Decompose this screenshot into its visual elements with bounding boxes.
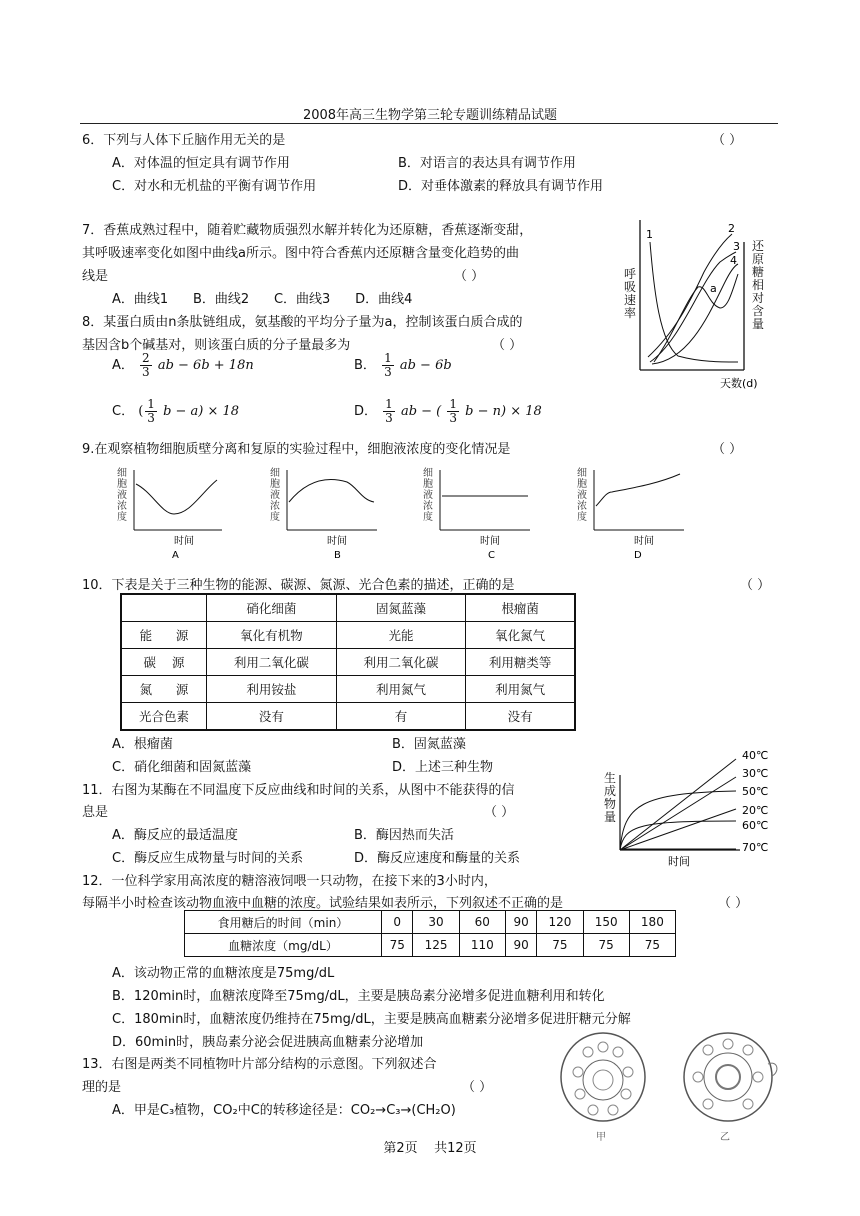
- q8-option-a-label: A．: [112, 358, 134, 373]
- page-header: 2008年高三生物学第三轮专题训练精品试题: [302, 108, 558, 123]
- leaf-section-jia: [561, 1033, 645, 1121]
- q12-cell: 90: [505, 911, 536, 934]
- q10-header-row: [121, 594, 575, 622]
- q11-line2: 息是: [82, 805, 109, 820]
- q7-curve-label-4: 4: [730, 254, 737, 267]
- q8-option-c-expr: b − a) × 18: [163, 404, 240, 419]
- q7-bracket: （ ）: [454, 269, 485, 284]
- q8-option-a-expr: ab − 6b + 18n: [157, 358, 254, 373]
- q8-option-a-fraction: [140, 352, 152, 379]
- q8-option-c-fraction: [145, 398, 157, 425]
- q9-label-d: D: [634, 550, 642, 561]
- q13-line1: 13．右图是两类不同植物叶片部分结构的示意图。下列叙述合: [82, 1057, 437, 1072]
- q8-option-a: [112, 352, 254, 379]
- q10-cell: 没有: [466, 703, 575, 731]
- q8-option-d-expr2: b − n) × 18: [465, 404, 542, 419]
- q12-cell: 110: [459, 934, 505, 957]
- q10-stem: 10．下表是关于三种生物的能源、碳源、氮源、光合色素的描述，正确的是: [82, 578, 515, 593]
- q8-option-c: C． ( $\frac{1}{3}$ b − a) × 18: [112, 397, 240, 425]
- q12-option-a: A．该动物正常的血糖浓度是75mg/dL: [112, 966, 335, 981]
- q12-table: [184, 910, 676, 957]
- q9-graph-a: [134, 470, 222, 530]
- q11-line-60: [620, 821, 736, 850]
- q11-line-40: [620, 759, 736, 850]
- q8-option-d-numerator2: 1: [449, 397, 458, 411]
- q12-line2: 每隔半小时检查该动物血液中血糖的浓度。试验结果如表所示，下列叙述不正确的是: [82, 896, 564, 911]
- header-rule: [80, 123, 778, 124]
- q8-option-c-numerator: 1: [147, 397, 155, 411]
- q12-cell: 75: [583, 934, 629, 957]
- q11-temp-20: 20℃: [742, 804, 769, 817]
- q10-cell: 碳 源: [121, 649, 207, 676]
- q12-option-c: C．180min时，血糖浓度仍维持在75mg/dL，主要是胰高血糖素分泌增多促进肝糖元分解: [112, 1012, 631, 1027]
- q10-cell: 利用糖类等: [466, 649, 575, 676]
- q13-figure: [548, 1022, 788, 1146]
- q11-option-c: C．酶反应生成物量与时间的关系: [112, 851, 304, 866]
- q11-option-a: A．酶反应的最适温度: [112, 828, 238, 843]
- q8-option-c-label: C．: [112, 404, 135, 419]
- q13-bracket: （ ）: [462, 1080, 493, 1095]
- q11-figure: [600, 745, 780, 870]
- q7-line1: 7．香蕉成熟过程中，随着贮藏物质强烈水解并转化为还原糖，香蕉逐渐变甜，: [82, 223, 533, 238]
- q8-option-a-denominator: 3: [142, 365, 150, 379]
- q11-temp-30: 30℃: [742, 767, 769, 780]
- q12-cell: 食用糖后的时间（min）: [185, 911, 382, 934]
- q12-line1: 12．一位科学家用高浓度的糖溶液饲喂一只动物，在接下来的3小时内，: [82, 874, 497, 889]
- q10-cell: 利用二氧化碳: [207, 649, 337, 676]
- q10-cell: 氧化氮气: [466, 622, 575, 649]
- q11-line1: 11．右图为某酶在不同温度下反应曲线和时间的关系，从图中不能获得的信: [82, 783, 515, 798]
- q7-curve-2: [648, 234, 732, 357]
- q7-y-label-right: 还原糖相对含量: [752, 239, 765, 331]
- q8-option-b: [354, 352, 452, 379]
- q12-cell: 180: [629, 911, 675, 934]
- q7-line2: 其呼吸速率变化如图中曲线a所示。图中符合香蕉内还原糖含量变化趋势的曲: [82, 246, 519, 261]
- q8-line1: 8．某蛋白质由n条肽链组成，氨基酸的平均分子量为a，控制该蛋白质合成的: [82, 315, 523, 330]
- q10-cell: 氮 源: [121, 676, 207, 703]
- q11-x-label: 时间: [668, 855, 690, 868]
- q13-label-jia: 甲: [596, 1132, 606, 1143]
- q8-option-b-numerator: 1: [384, 351, 392, 365]
- q10-option-d: D．上述三种生物: [392, 760, 494, 775]
- q9-curve-b: [289, 479, 374, 502]
- q6-bracket: （ ）: [712, 133, 743, 148]
- q13-line2: 理的是: [82, 1080, 122, 1095]
- q10-header-cell: [121, 594, 207, 622]
- q11-temp-40: 40℃: [742, 749, 769, 762]
- q10-cell: 有: [336, 703, 466, 731]
- q7-line3: 线是: [82, 269, 109, 284]
- q10-cell: 利用铵盐: [207, 676, 337, 703]
- q10-option-b: B．固氮蓝藻: [392, 737, 466, 752]
- q12-cell: 120: [537, 911, 583, 934]
- q7-y-label-left: 呼吸速率: [624, 267, 637, 320]
- q8-option-b-label: B．: [354, 358, 376, 373]
- q9-y-label-d: 细胞液浓度: [577, 468, 587, 523]
- q6-option-c: C．对水和无机盐的平衡有调节作用: [112, 179, 317, 194]
- q10-cell: 光合色素: [121, 703, 207, 731]
- q6-option-d: D．对垂体激素的释放具有调节作用: [398, 179, 604, 194]
- q10-header-cell: 根瘤菌: [466, 594, 575, 622]
- q12-cell: 血糖浓度（mg/dL）: [185, 934, 382, 957]
- q12-option-d: D．60min时，胰岛素分泌会促进胰高血糖素分泌增加: [112, 1035, 424, 1050]
- q7-curve-a: [654, 274, 738, 362]
- q12-cell: 90: [505, 934, 536, 957]
- q6-option-a: A．对体温的恒定具有调节作用: [112, 156, 290, 171]
- q7-curve-label-3: 3: [733, 240, 740, 253]
- q10-header-cell: 硝化细菌: [207, 594, 337, 622]
- q9-graph-c: [440, 470, 530, 530]
- q9-y-label-b: 细胞液浓度: [270, 468, 280, 523]
- q10-option-c: C．硝化细菌和固氮蓝藻: [112, 760, 252, 775]
- q11-temp-60: 60℃: [742, 819, 769, 832]
- q12-option-b: B．120min时，血糖浓度降至75mg/dL，主要是胰岛素分泌增多促进血糖利用和转化: [112, 989, 605, 1004]
- q10-table: [120, 593, 576, 731]
- q9-graph-b: [287, 470, 377, 530]
- q12-cell: 0: [382, 911, 413, 934]
- q8-option-c-denominator: 3: [147, 411, 155, 425]
- q8-option-d-fraction1: [383, 398, 395, 425]
- q12-cell: 75: [382, 934, 413, 957]
- q9-label-c: C: [488, 550, 495, 561]
- q9-y-label-a: 细胞液浓度: [117, 468, 127, 523]
- q10-cell: 利用氮气: [336, 676, 466, 703]
- q11-y-label: 生成物量: [604, 771, 617, 824]
- q9-stem: 9.在观察植物细胞质壁分离和复原的实验过程中，细胞液浓度的变化情况是: [82, 442, 511, 457]
- q8-option-d-expr: ab − (: [400, 404, 442, 419]
- q9-y-label-c: 细胞液浓度: [423, 468, 433, 523]
- q7-curve-label-a: a: [710, 282, 717, 295]
- q11-temp-70: 70℃: [742, 841, 769, 854]
- q13-label-yi: 乙: [720, 1132, 730, 1143]
- page-footer: 第2页 共12页: [383, 1141, 477, 1156]
- q7-curve-label-2: 2: [728, 222, 735, 235]
- q10-cell: 能 源: [121, 622, 207, 649]
- q9-label-a: A: [172, 550, 179, 561]
- q11-option-b: B．酶因热而失活: [354, 828, 454, 843]
- q10-row: [121, 703, 575, 731]
- q7-curve-label-1: 1: [646, 228, 653, 241]
- q12-row-time: [185, 911, 676, 934]
- q10-row: [121, 622, 575, 649]
- q10-cell: 光能: [336, 622, 466, 649]
- q8-option-d-denominator2: 3: [449, 411, 458, 425]
- q11-line-20: [620, 809, 736, 850]
- leaf-section-yi: [684, 1033, 777, 1121]
- q12-bracket: （ ）: [718, 896, 749, 911]
- q8-option-a-numerator: 2: [142, 351, 150, 365]
- q12-cell: 150: [583, 911, 629, 934]
- q8-bracket: （ ）: [492, 338, 523, 353]
- q11-option-d: D．酶反应速度和酶量的关系: [354, 851, 521, 866]
- q10-cell: 没有: [207, 703, 337, 731]
- q12-cell: 30: [413, 911, 459, 934]
- q11-bracket: （ ）: [484, 805, 515, 820]
- q9-x-label-a: 时间: [174, 536, 194, 547]
- q9-graph-d: [594, 470, 684, 530]
- q9-x-label-d: 时间: [634, 536, 654, 547]
- q8-option-b-fraction: [382, 352, 394, 379]
- q6-stem: 6．下列与人体下丘脑作用无关的是: [82, 133, 286, 148]
- q7-curve-4: [652, 264, 738, 364]
- q8-option-d-fraction2: [447, 398, 459, 425]
- q7-options: A．曲线1 B．曲线2 C．曲线3 D．曲线4: [112, 292, 413, 307]
- q11-line-50: [620, 791, 736, 850]
- q9-bracket: （ ）: [712, 442, 743, 457]
- q9-curve-d: [596, 474, 680, 506]
- q10-header-cell: 固氮蓝藻: [336, 594, 466, 622]
- q8-option-d: [354, 398, 542, 425]
- q13-option-a: A．甲是C₃植物，CO₂中C的转移途径是：CO₂→C₃→(CH₂O): [112, 1103, 456, 1118]
- q11-temp-50: 50℃: [742, 785, 769, 798]
- q8-option-d-numerator1: 1: [385, 397, 393, 411]
- q8-option-d-denominator1: 3: [385, 411, 393, 425]
- q7-x-label: 天数(d): [720, 377, 758, 390]
- q12-cell: 75: [537, 934, 583, 957]
- q9-x-label-c: 时间: [480, 536, 500, 547]
- q8-option-d-label: D．: [354, 404, 378, 419]
- q11-line-30: [620, 777, 736, 850]
- q9-x-label-b: 时间: [327, 536, 347, 547]
- q9-figures: [112, 462, 772, 562]
- q12-cell: 60: [459, 911, 505, 934]
- q10-row: [121, 649, 575, 676]
- q10-cell: 氧化有机物: [207, 622, 337, 649]
- q8-line2: 基因含b个碱基对，则该蛋白质的分子量最多为: [82, 338, 351, 353]
- q8-option-b-expr: ab − 6b: [399, 358, 452, 373]
- q12-cell: 75: [629, 934, 675, 957]
- q12-cell: 125: [413, 934, 459, 957]
- q10-bracket: （ ）: [740, 578, 771, 593]
- q10-row: [121, 676, 575, 703]
- q12-row-glucose: [185, 934, 676, 957]
- q9-label-b: B: [334, 550, 341, 561]
- q6-option-b: B．对语言的表达具有调节作用: [398, 156, 576, 171]
- q8-option-b-denominator: 3: [384, 365, 392, 379]
- q10-cell: 利用二氧化碳: [336, 649, 466, 676]
- q10-option-a: A．根瘤菌: [112, 737, 173, 752]
- q10-cell: 利用氮气: [466, 676, 575, 703]
- q9-curve-a: [136, 480, 217, 514]
